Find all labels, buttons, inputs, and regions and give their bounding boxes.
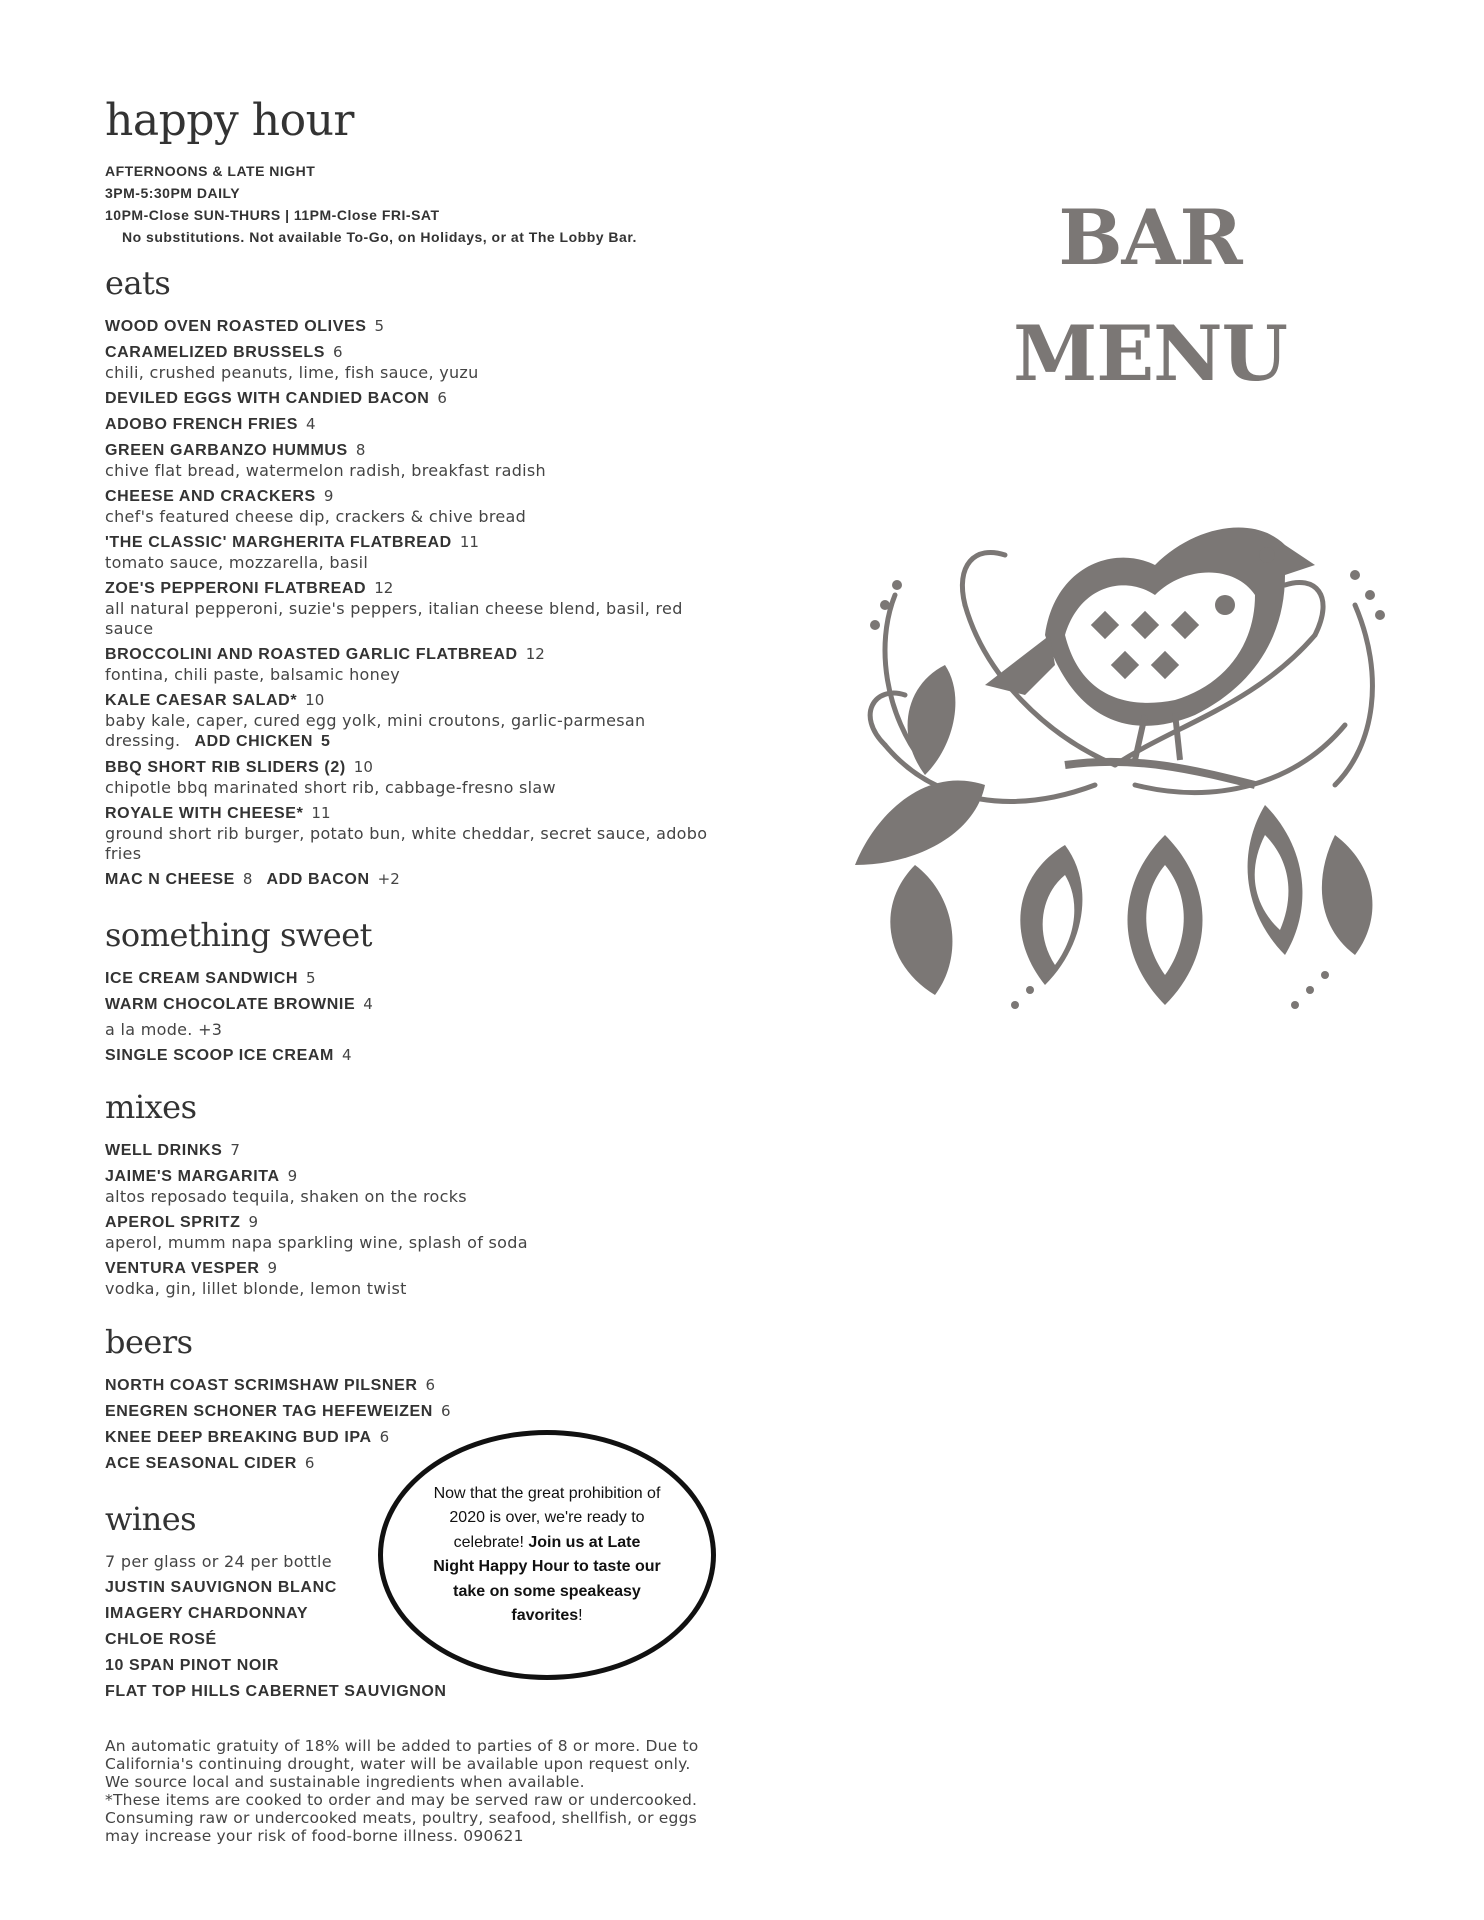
item-price: 6 <box>440 1402 451 1420</box>
item-name: BBQ SHORT RIB SLIDERS (2) <box>105 759 346 776</box>
item-name: IMAGERY CHARDONNAY <box>105 1605 309 1622</box>
menu-item <box>105 1681 725 1702</box>
item-price: 4 <box>341 1046 352 1064</box>
item-price: 9 <box>287 1167 298 1185</box>
item-name: WOOD OVEN ROASTED OLIVES <box>105 318 367 335</box>
item-price: 4 <box>306 415 316 433</box>
bar-title-line: MENU <box>1013 309 1287 398</box>
menu-item <box>105 1166 725 1207</box>
footer-line: An automatic gratuity of 18% will be added to parties of 8 or more. Due to California's continuing drought, water will be available upon request only. We source local and sustainable ingredients when available. <box>105 1737 699 1791</box>
menu-item <box>105 486 725 527</box>
menu-item <box>105 869 725 890</box>
item-desc: chef's featured cheese dip, crackers & chive bread <box>105 507 527 526</box>
item-name: GREEN GARBANZO HUMMUS <box>105 442 348 459</box>
item-name: VENTURA VESPER <box>105 1260 260 1277</box>
item-desc <box>105 711 725 752</box>
section-title-eats: eats <box>105 264 171 302</box>
item-name: ACE SEASONAL CIDER <box>105 1455 297 1472</box>
item-desc: all natural pepperoni, suzie's peppers, italian cheese blend, basil, red sauce <box>105 599 683 638</box>
menu-item <box>105 1212 725 1253</box>
item-name: 'THE CLASSIC' MARGHERITA FLATBREAD <box>105 534 452 551</box>
menu-item <box>105 578 725 639</box>
item-price: 12 <box>525 645 545 663</box>
item-price: 9 <box>323 487 334 505</box>
item-price: 11 <box>459 533 479 551</box>
happy-hour-info <box>105 160 725 248</box>
addon-price: +2 <box>377 870 400 888</box>
item-price: 7 <box>230 1141 240 1159</box>
item-name: WARM CHOCOLATE BROWNIE <box>105 996 356 1013</box>
wines-subtitle: 7 per glass or 24 per bottle <box>105 1552 332 1571</box>
addon-label: ADD BACON <box>266 871 370 888</box>
item-price: 9 <box>267 1259 278 1277</box>
menu-item <box>105 532 725 573</box>
item-desc: chipotle bbq marinated short rib, cabbage-fresno slaw <box>105 778 556 797</box>
item-desc: fontina, chili paste, balsamic honey <box>105 665 400 684</box>
item-desc: chive flat bread, watermelon radish, breakfast radish <box>105 461 547 480</box>
bar-menu-title <box>990 180 1310 412</box>
section-title-beers: beers <box>105 1323 193 1361</box>
section-title-wines: wines <box>105 1500 197 1538</box>
menu-item <box>105 388 725 409</box>
item-price: 9 <box>248 1213 259 1231</box>
item-price: 8 <box>242 870 253 888</box>
item-name: KALE CAESAR SALAD* <box>105 692 298 709</box>
hh-line: 10PM-Close SUN-THURS | 11PM-Close FRI-SAT <box>105 207 440 223</box>
item-desc: vodka, gin, lillet blonde, lemon twist <box>105 1279 407 1298</box>
item-price: 6 <box>304 1454 315 1472</box>
callout-text <box>432 1482 662 1629</box>
callout-end: ! <box>578 1607 583 1624</box>
item-price: 6 <box>437 389 447 407</box>
menu-item <box>105 1401 725 1422</box>
item-desc: ground short rib burger, potato bun, white cheddar, secret sauce, adobo fries <box>105 824 708 863</box>
item-name: JAIME'S MARGARITA <box>105 1168 280 1185</box>
item-price: 5 <box>374 317 385 335</box>
item-name: ROYALE WITH CHEESE* <box>105 805 304 822</box>
menu-item <box>105 342 725 383</box>
menu-item <box>105 1258 725 1299</box>
addon-price: 5 <box>321 733 331 750</box>
item-name: FLAT TOP HILLS CABERNET SAUVIGNON <box>105 1683 447 1700</box>
menu-item <box>105 757 725 798</box>
menu-item <box>105 803 725 864</box>
menu-item <box>105 1045 725 1066</box>
menu-item <box>105 994 725 1015</box>
item-price: 6 <box>333 343 343 361</box>
item-desc-text: baby kale, caper, cured egg yolk, mini croutons, garlic-parmesan dressing. <box>105 711 646 750</box>
bar-title-line: BAR <box>1058 193 1242 282</box>
hh-line: AFTERNOONS & LATE NIGHT <box>105 163 316 179</box>
item-name: CHEESE AND CRACKERS <box>105 488 316 505</box>
sweet-list <box>105 968 725 1066</box>
menu-item <box>105 1427 725 1448</box>
item-price: 8 <box>355 441 366 459</box>
item-price: 10 <box>305 691 325 709</box>
item-desc: chili, crushed peanuts, lime, fish sauce, yuzu <box>105 363 479 382</box>
item-desc: tomato sauce, mozzarella, basil <box>105 553 369 572</box>
item-name: APEROL SPRITZ <box>105 1214 241 1231</box>
item-price: 12 <box>374 579 394 597</box>
item-name: ADOBO FRENCH FRIES <box>105 416 299 433</box>
eats-list <box>105 316 725 890</box>
menu-item <box>105 968 725 989</box>
item-desc: altos reposado tequila, shaken on the rocks <box>105 1187 467 1206</box>
footer-disclaimer <box>105 1737 705 1845</box>
mixes-list <box>105 1140 725 1299</box>
item-name: ENEGREN SCHONER TAG HEFEWEIZEN <box>105 1403 433 1420</box>
item-name: KNEE DEEP BREAKING BUD IPA <box>105 1429 372 1446</box>
hh-line: 3PM-5:30PM DAILY <box>105 185 241 201</box>
item-name: 10 SPAN PINOT NOIR <box>105 1657 280 1674</box>
item-price: 5 <box>306 969 316 987</box>
addon-label: ADD CHICKEN <box>194 733 314 750</box>
item-price: 6 <box>379 1428 390 1446</box>
item-desc: aperol, mumm napa sparkling wine, splash of soda <box>105 1233 528 1252</box>
item-price: 6 <box>425 1376 436 1394</box>
item-name: MAC N CHEESE <box>105 871 235 888</box>
item-price: 11 <box>311 804 331 822</box>
item-name: DEVILED EGGS WITH CANDIED BACON <box>105 390 430 407</box>
item-name: JUSTIN SAUVIGNON BLANC <box>105 1579 337 1596</box>
sweet-note: a la mode. +3 <box>105 1020 223 1039</box>
menu-item <box>105 644 725 685</box>
item-name: CHLOE ROSÉ <box>105 1631 217 1648</box>
celebration-callout <box>378 1430 716 1680</box>
section-title-mixes: mixes <box>105 1088 197 1126</box>
menu-item <box>105 690 725 752</box>
item-name: ICE CREAM SANDWICH <box>105 970 299 987</box>
item-price: 4 <box>363 995 373 1013</box>
callout-normal: Now that the great prohibition of 2020 is over, we're ready to celebrate! <box>433 1484 661 1551</box>
item-name: ZOE'S PEPPERONI FLATBREAD <box>105 580 367 597</box>
item-name: CARAMELIZED BRUSSELS <box>105 344 326 361</box>
menu-item <box>105 1375 725 1396</box>
section-title-sweet: something sweet <box>105 916 372 954</box>
menu-item <box>105 316 725 337</box>
menu-item <box>105 414 725 435</box>
item-name: NORTH COAST SCRIMSHAW PILSNER <box>105 1377 418 1394</box>
page-title: happy hour <box>105 95 354 146</box>
item-price: 10 <box>353 758 373 776</box>
item-name: SINGLE SCOOP ICE CREAM <box>105 1047 334 1064</box>
bird-illustration-icon <box>815 485 1415 1035</box>
menu-item <box>105 440 725 481</box>
menu-item <box>105 1140 725 1161</box>
hh-note: No substitutions. Not available To-Go, on Holidays, or at The Lobby Bar. <box>122 229 637 245</box>
footer-line: *These items are cooked to order and may be served raw or undercooked. Consuming raw or undercooked meats, poultry, seafood, shellfish, or eggs may increase your risk of food-borne illness. 090621 <box>105 1791 698 1845</box>
item-name: BROCCOLINI AND ROASTED GARLIC FLATBREAD <box>105 646 518 663</box>
item-name: WELL DRINKS <box>105 1142 223 1159</box>
callout-bold: Join us at Late Night Happy Hour to taste our take on some speakeasy favorites <box>433 1533 661 1624</box>
